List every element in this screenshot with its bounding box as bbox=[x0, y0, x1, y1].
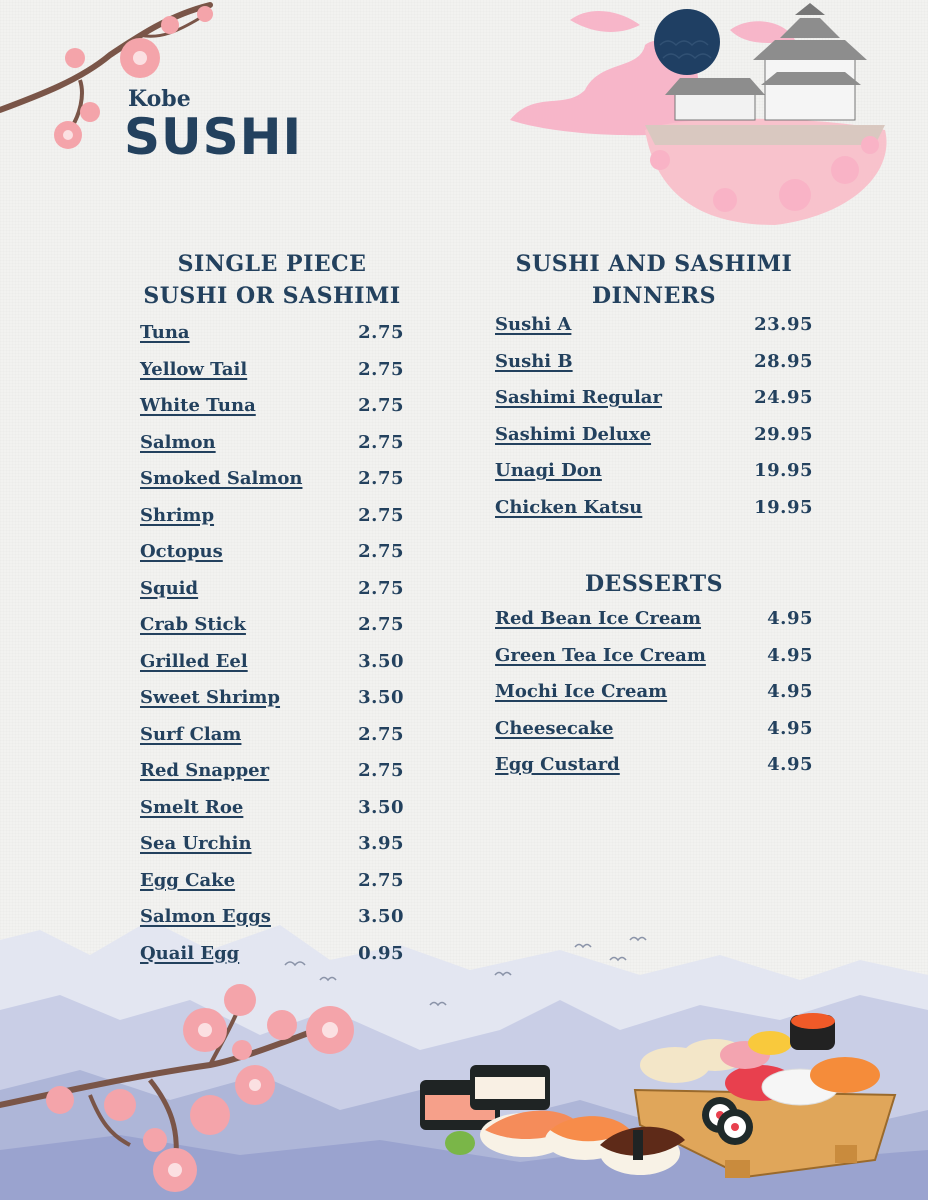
menu-item-name: Green Tea Ice Cream bbox=[495, 644, 706, 666]
menu-item-name: Quail Egg bbox=[140, 942, 240, 964]
menu-item bbox=[495, 424, 813, 461]
menu-item bbox=[495, 754, 813, 791]
menu-item bbox=[140, 505, 404, 542]
menu-item bbox=[140, 906, 404, 943]
desserts-menu-list bbox=[495, 608, 813, 791]
menu-item-name: Chicken Katsu bbox=[495, 496, 643, 518]
menu-item-price: 24.95 bbox=[754, 387, 813, 408]
menu-item-price: 3.50 bbox=[358, 687, 404, 708]
menu-item-price: 3.50 bbox=[358, 906, 404, 927]
menu-item bbox=[495, 351, 813, 388]
menu-item-name: Shrimp bbox=[140, 504, 215, 526]
menu-item-name: Tuna bbox=[140, 322, 190, 343]
menu-item-price: 4.95 bbox=[767, 681, 813, 702]
menu-item bbox=[495, 718, 813, 755]
menu-item-name: Grilled Eel bbox=[140, 650, 248, 672]
menu-item-price: 2.75 bbox=[358, 431, 404, 453]
menu-item-name: Yellow Tail bbox=[140, 358, 248, 380]
menu-item-price: 4.95 bbox=[767, 608, 813, 629]
menu-item-price: 2.75 bbox=[358, 614, 404, 635]
single-piece-menu-list bbox=[140, 322, 404, 979]
menu-item-name: Salmon bbox=[140, 431, 216, 453]
menu-item-name: White Tuna bbox=[140, 395, 256, 416]
menu-item bbox=[140, 870, 404, 907]
menu-item bbox=[140, 724, 404, 761]
menu-item-name: Crab Stick bbox=[140, 614, 246, 635]
section-title-line: SUSHI OR SASHIMI bbox=[143, 283, 401, 309]
menu-item-name: Sushi B bbox=[495, 350, 573, 372]
menu-item bbox=[140, 541, 404, 578]
menu-item-price: 2.75 bbox=[358, 577, 404, 599]
menu-item-name: Sweet Shrimp bbox=[140, 687, 281, 708]
menu-item-price: 4.95 bbox=[767, 754, 813, 775]
brand-name-big: SUSHI bbox=[124, 108, 303, 166]
menu-item bbox=[140, 833, 404, 870]
menu-item bbox=[140, 468, 404, 505]
section-title-dinners bbox=[495, 248, 813, 312]
menu-item-price: 3.50 bbox=[358, 650, 404, 672]
menu-item-name: Egg Custard bbox=[495, 754, 620, 775]
menu-item bbox=[140, 359, 404, 396]
menu-item-price: 23.95 bbox=[754, 314, 813, 335]
menu-item-price: 0.95 bbox=[358, 942, 404, 964]
menu-item bbox=[140, 432, 404, 469]
menu-item-name: Red Bean Ice Cream bbox=[495, 608, 702, 629]
section-title-line: SUSHI AND SASHIMI bbox=[515, 251, 793, 277]
menu-item-name: Salmon Eggs bbox=[140, 906, 271, 927]
menu-item bbox=[140, 395, 404, 432]
menu-item bbox=[495, 645, 813, 682]
menu-item bbox=[495, 460, 813, 497]
menu-item-name: Smoked Salmon bbox=[140, 468, 303, 489]
menu-item-name: Sea Urchin bbox=[140, 833, 252, 854]
menu-item bbox=[140, 760, 404, 797]
menu-item-name: Egg Cake bbox=[140, 869, 236, 891]
menu-item-price: 2.75 bbox=[358, 395, 404, 416]
menu-item bbox=[140, 578, 404, 615]
japanese-castle-icon bbox=[495, 0, 895, 235]
menu-item-name: Squid bbox=[140, 577, 199, 599]
menu-item bbox=[140, 614, 404, 651]
menu-item bbox=[495, 314, 813, 351]
menu-item-price: 19.95 bbox=[754, 460, 813, 481]
menu-item-price: 2.75 bbox=[358, 541, 404, 562]
menu-item-price: 2.75 bbox=[358, 504, 404, 526]
section-title-line: SINGLE PIECE bbox=[177, 251, 367, 277]
menu-item-name: Cheesecake bbox=[495, 717, 614, 739]
menu-item bbox=[495, 497, 813, 534]
menu-item-name: Sushi A bbox=[495, 314, 572, 335]
menu-item-price: 4.95 bbox=[767, 717, 813, 739]
menu-item bbox=[140, 797, 404, 834]
menu-item bbox=[140, 943, 404, 980]
menu-item-price: 2.75 bbox=[358, 322, 404, 343]
menu-item bbox=[495, 681, 813, 718]
dinners-menu-list bbox=[495, 314, 813, 533]
menu-item bbox=[140, 322, 404, 359]
menu-item bbox=[140, 687, 404, 724]
menu-item bbox=[495, 608, 813, 645]
menu-item-price: 3.95 bbox=[358, 833, 404, 854]
menu-item-name: Mochi Ice Cream bbox=[495, 681, 668, 702]
menu-item-price: 2.75 bbox=[358, 358, 404, 380]
menu-item-price: 2.75 bbox=[358, 760, 404, 781]
sushi-platter-icon bbox=[415, 1005, 905, 1200]
menu-item-name: Red Snapper bbox=[140, 760, 270, 781]
section-title-line: DINNERS bbox=[591, 283, 717, 309]
menu-item-price: 2.75 bbox=[358, 468, 404, 489]
section-title-desserts: DESSERTS bbox=[584, 571, 724, 597]
menu-item-price: 29.95 bbox=[754, 423, 813, 445]
brand-name-small: Kobe bbox=[128, 86, 191, 112]
menu-item-price: 3.50 bbox=[358, 796, 404, 818]
menu-item-price: 2.75 bbox=[358, 869, 404, 891]
menu-item-name: Surf Clam bbox=[140, 723, 242, 745]
menu-item-name: Octopus bbox=[140, 541, 223, 562]
menu-item-name: Sashimi Regular bbox=[495, 387, 662, 408]
menu-item-name: Sashimi Deluxe bbox=[495, 423, 652, 445]
menu-item-price: 4.95 bbox=[767, 644, 813, 666]
menu-item-name: Smelt Roe bbox=[140, 796, 244, 818]
section-title-single-piece bbox=[140, 248, 404, 312]
menu-item-price: 19.95 bbox=[754, 496, 813, 518]
menu-item bbox=[495, 387, 813, 424]
cherry-blossom-branch-icon-bottom bbox=[0, 975, 380, 1200]
menu-item-name: Unagi Don bbox=[495, 460, 602, 481]
menu-item-price: 28.95 bbox=[754, 350, 813, 372]
menu-item bbox=[140, 651, 404, 688]
menu-item-price: 2.75 bbox=[358, 723, 404, 745]
